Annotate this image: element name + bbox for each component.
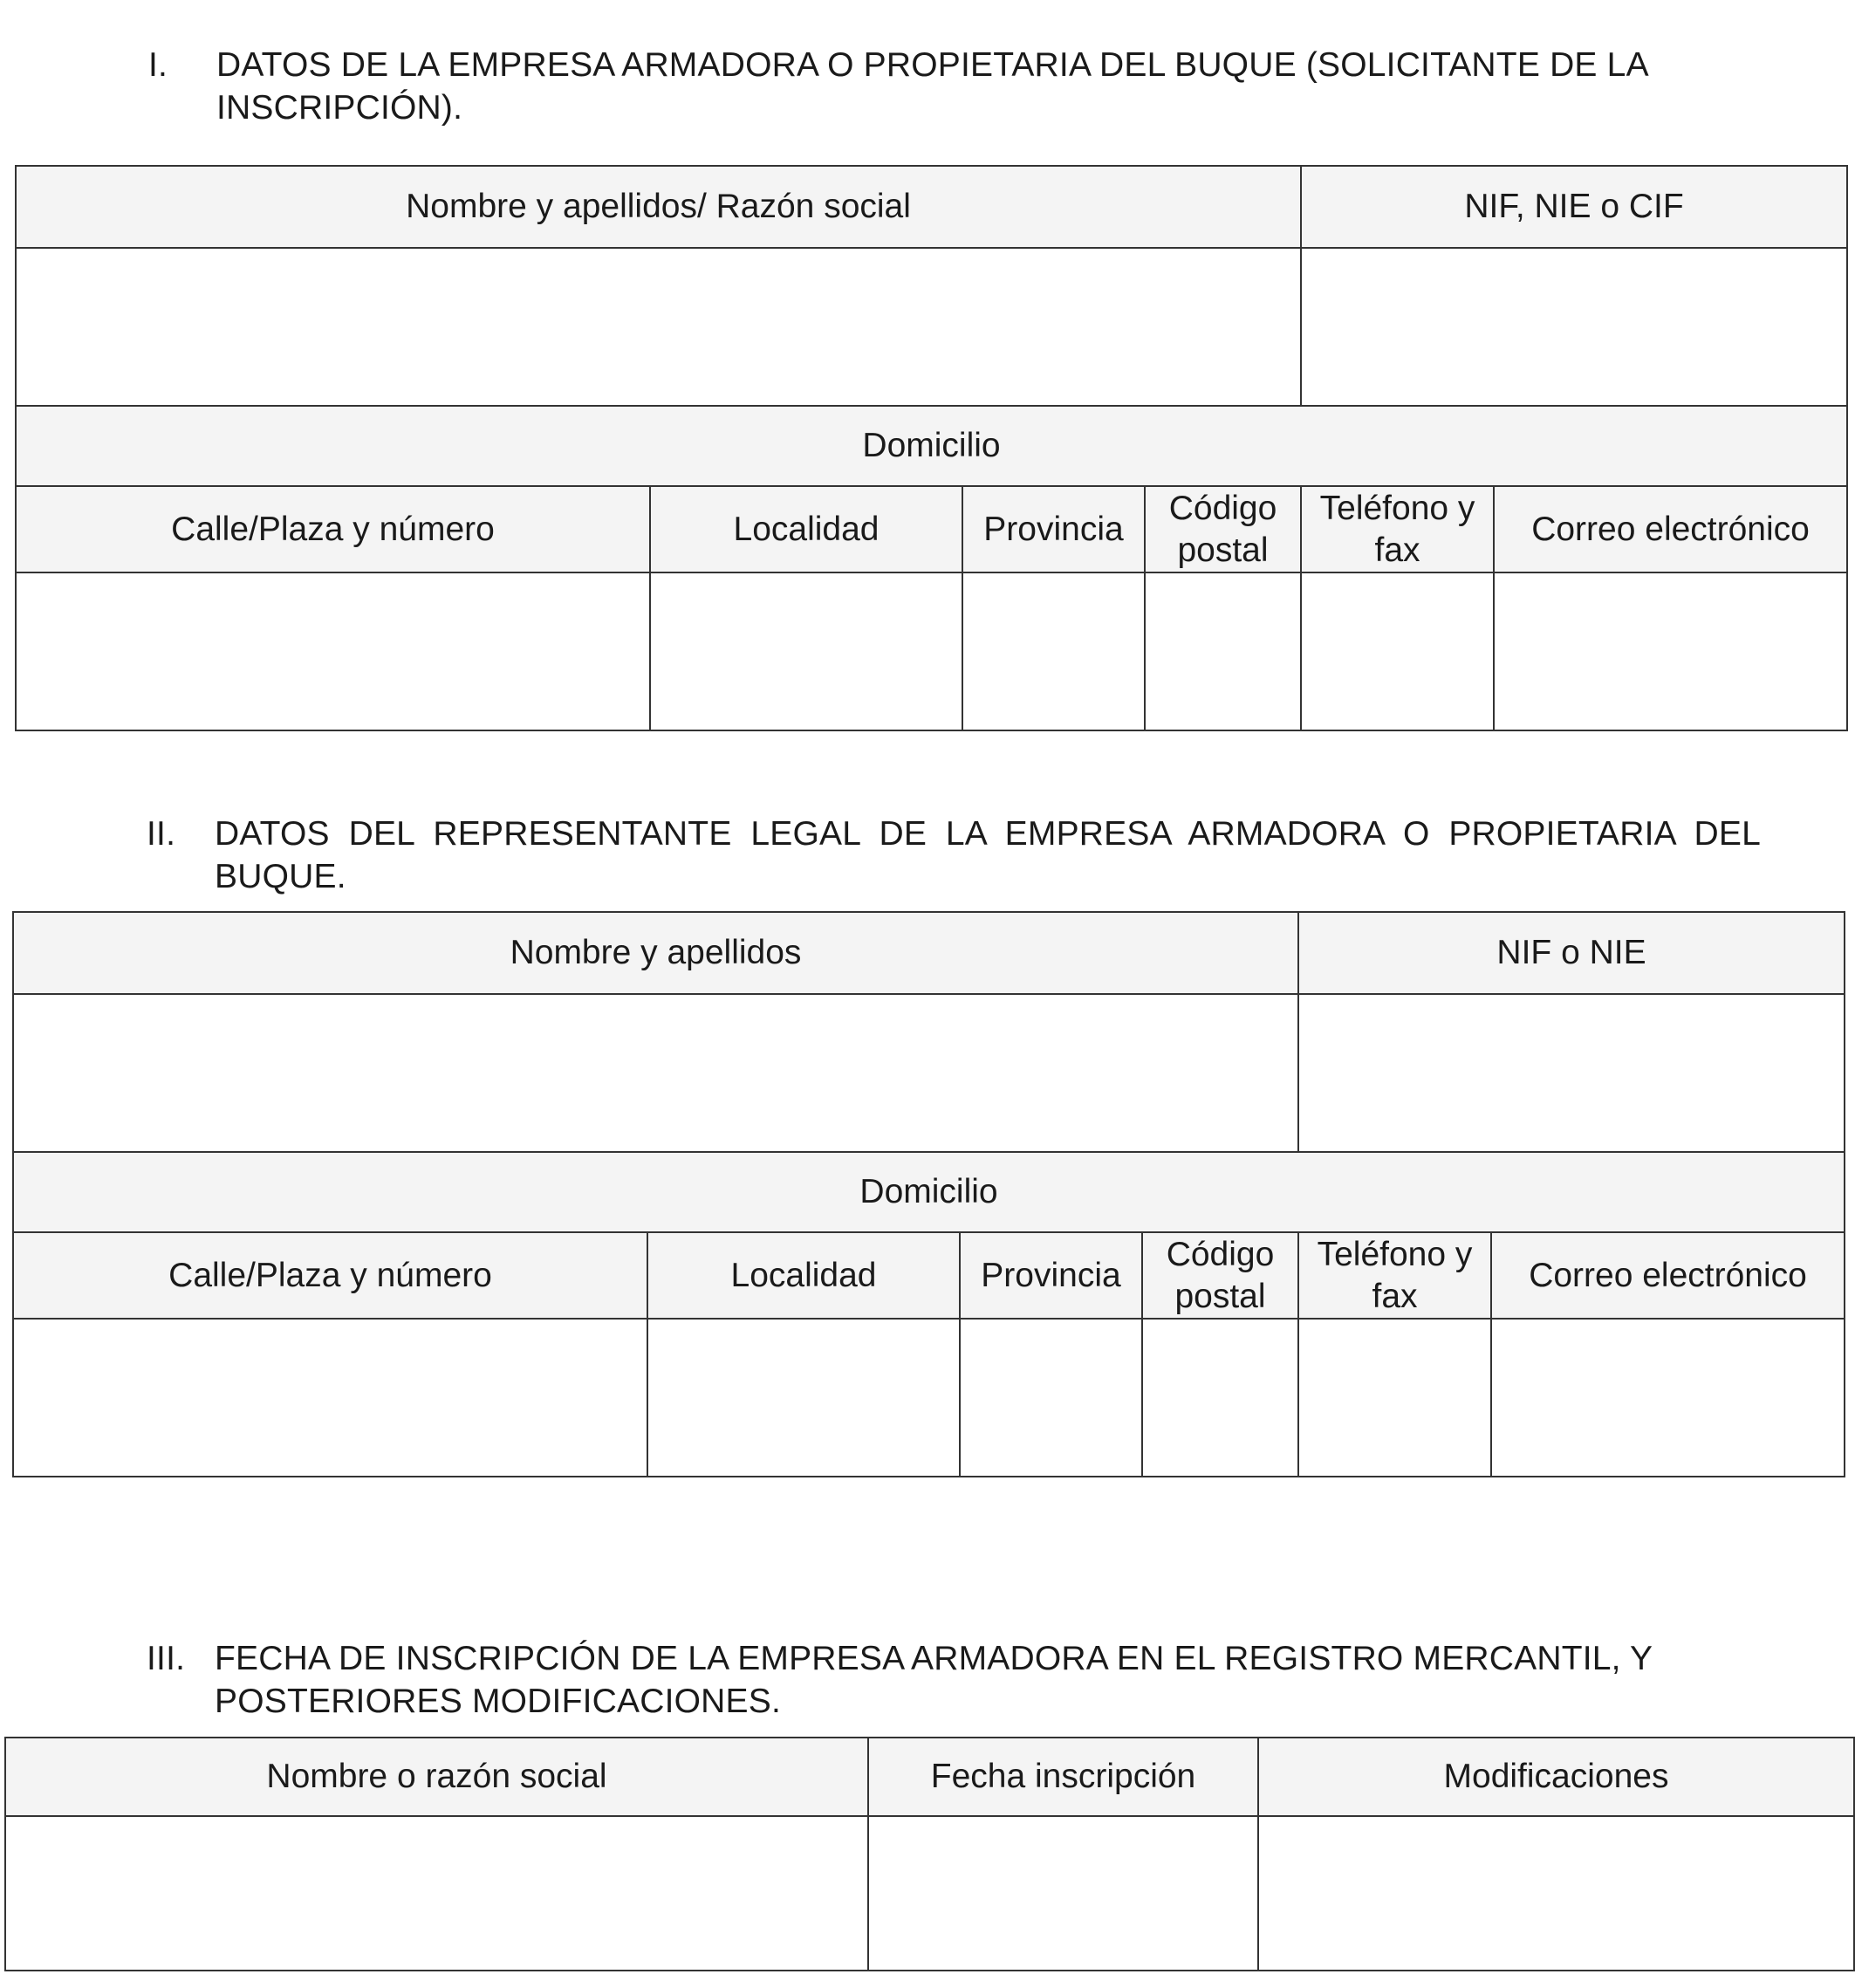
section-2-table xyxy=(12,911,1845,1477)
name-field[interactable] xyxy=(13,994,1298,1152)
locality-header: Localidad xyxy=(647,1232,960,1319)
province-field[interactable] xyxy=(962,572,1145,730)
phone-fax-field[interactable] xyxy=(1298,1319,1491,1477)
modifications-field[interactable] xyxy=(1258,1816,1854,1971)
postal-code-header: Código postal xyxy=(1145,486,1301,572)
section-number: II. xyxy=(147,815,176,853)
phone-fax-header: Teléfono y fax xyxy=(1301,486,1494,572)
address-header: Domicilio xyxy=(13,1152,1845,1232)
street-header: Calle/Plaza y número xyxy=(13,1232,647,1319)
street-field[interactable] xyxy=(16,572,650,730)
name-field[interactable] xyxy=(16,248,1301,406)
province-field[interactable] xyxy=(960,1319,1142,1477)
section-3-table xyxy=(4,1737,1855,1971)
email-field[interactable] xyxy=(1491,1319,1845,1477)
section-number: III. xyxy=(147,1640,186,1677)
phone-fax-field[interactable] xyxy=(1301,572,1494,730)
name-header: Nombre y apellidos xyxy=(13,912,1298,994)
company-name-field[interactable] xyxy=(5,1816,868,1971)
email-header: Correo electrónico xyxy=(1491,1232,1845,1319)
registration-date-field[interactable] xyxy=(868,1816,1258,1971)
id-header: NIF o NIE xyxy=(1298,912,1845,994)
section-title: DATOS DE LA EMPRESA ARMADORA O PROPIETARIA DEL BUQUE (SOLICITANTE DE LA INSCRIPCIÓN). xyxy=(216,46,1647,127)
name-header: Nombre y apellidos/ Razón social xyxy=(16,166,1301,248)
section-title: DATOS DEL REPRESENTANTE LEGAL DE LA EMPRESA ARMADORA O PROPIETARIA DEL BUQUE. xyxy=(215,815,1761,895)
locality-field[interactable] xyxy=(647,1319,960,1477)
postal-code-field[interactable] xyxy=(1142,1319,1298,1477)
email-header: Correo electrónico xyxy=(1494,486,1847,572)
phone-fax-header: Teléfono y fax xyxy=(1298,1232,1491,1319)
postal-code-field[interactable] xyxy=(1145,572,1301,730)
locality-field[interactable] xyxy=(650,572,962,730)
section-2-heading xyxy=(147,812,1761,898)
modifications-header: Modificaciones xyxy=(1258,1738,1854,1816)
postal-code-header: Código postal xyxy=(1142,1232,1298,1319)
province-header: Provincia xyxy=(960,1232,1142,1319)
street-field[interactable] xyxy=(13,1319,647,1477)
locality-header: Localidad xyxy=(650,486,962,572)
id-field[interactable] xyxy=(1301,248,1847,406)
registration-date-header: Fecha inscripción xyxy=(868,1738,1258,1816)
province-header: Provincia xyxy=(962,486,1145,572)
id-field[interactable] xyxy=(1298,994,1845,1152)
section-1-table xyxy=(15,165,1848,731)
address-header: Domicilio xyxy=(16,406,1847,486)
section-number: I. xyxy=(148,46,168,84)
section-1-heading xyxy=(148,44,1763,129)
section-title: FECHA DE INSCRIPCIÓN DE LA EMPRESA ARMADORA EN EL REGISTRO MERCANTIL, Y POSTERIORES MODIFICACIONES. xyxy=(215,1640,1653,1720)
company-name-header: Nombre o razón social xyxy=(5,1738,868,1816)
id-header: NIF, NIE o CIF xyxy=(1301,166,1847,248)
section-3-heading xyxy=(147,1637,1761,1723)
email-field[interactable] xyxy=(1494,572,1847,730)
street-header: Calle/Plaza y número xyxy=(16,486,650,572)
